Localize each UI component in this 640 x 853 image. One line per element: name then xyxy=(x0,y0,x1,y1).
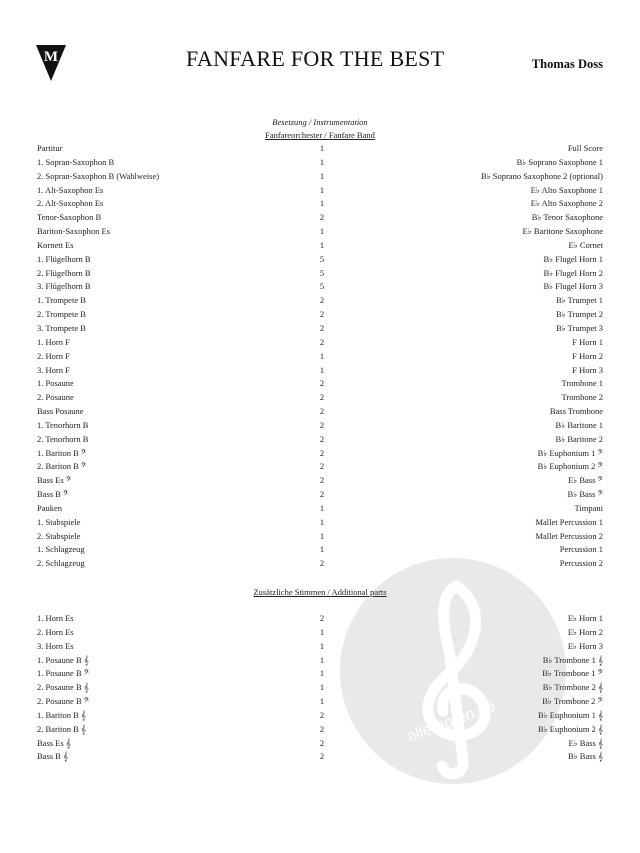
part-name-english: E♭ Horn 3 xyxy=(567,640,603,651)
part-name-german: 1. Sopran-Saxophon B xyxy=(37,156,115,167)
composer-name: Thomas Doss xyxy=(531,57,603,71)
part-name-german: 2. Stabspiele xyxy=(37,530,81,541)
part-row xyxy=(0,211,640,225)
part-count: 2 xyxy=(319,709,325,720)
part-count: 2 xyxy=(319,433,325,444)
part-count: 1 xyxy=(319,640,325,651)
part-count: 5 xyxy=(319,267,325,278)
part-name-german: 1. Alt-Saxophon Es xyxy=(37,184,104,195)
part-name-english: B♭ Tenor Saxophone xyxy=(531,212,603,223)
main-section-heading: Fanfareorchester / Fanfare Band xyxy=(265,130,375,140)
part-name-english: B♭ Trombone 1 𝄢 xyxy=(542,668,603,679)
part-count: 1 xyxy=(319,143,325,153)
part-name-german: 2. Bariton B 𝄢 xyxy=(37,461,87,472)
part-count: 2 xyxy=(319,737,325,748)
part-name-english: E♭ Horn 1 xyxy=(567,613,603,623)
part-name-german: 2. Alt-Saxophon Es xyxy=(37,198,104,209)
part-row xyxy=(0,197,640,211)
part-count: 1 xyxy=(319,682,325,693)
part-row xyxy=(0,474,640,488)
part-count: 1 xyxy=(319,156,325,167)
part-name-english: B♭ Trumpet 3 xyxy=(556,322,603,333)
part-count: 2 xyxy=(319,212,325,223)
part-name-english: E♭ Alto Saxophone 2 xyxy=(530,198,603,209)
part-row xyxy=(0,225,640,239)
part-name-german: Kornett Es xyxy=(37,239,74,250)
part-name-german: 2. Tenorhorn B xyxy=(37,433,89,444)
part-name-german: 3. Horn F xyxy=(37,364,70,375)
part-row xyxy=(0,294,640,308)
part-row xyxy=(0,419,640,433)
part-name-german: 1. Flügelhorn B xyxy=(37,253,91,264)
part-count: 1 xyxy=(319,516,325,527)
part-row xyxy=(0,156,640,170)
part-count: 1 xyxy=(319,239,325,250)
part-count: 2 xyxy=(319,558,325,569)
part-name-german: 1. Posaune xyxy=(37,378,74,389)
publisher-logo-icon xyxy=(36,45,66,81)
part-row xyxy=(0,516,640,530)
part-row xyxy=(0,322,640,336)
additional-section-heading: Zusätzliche Stimmen / Additional parts xyxy=(253,587,387,597)
part-count: 1 xyxy=(319,654,325,665)
part-count: 1 xyxy=(319,198,325,209)
part-count: 2 xyxy=(319,295,325,306)
part-name-english: B♭ Euphonium 1 𝄢 xyxy=(537,447,603,458)
part-name-german: 2. Horn F xyxy=(37,350,70,361)
part-name-english: Trombone 1 xyxy=(561,378,603,389)
part-name-german: 3. Flügelhorn B xyxy=(37,281,91,292)
part-row xyxy=(0,502,640,516)
part-name-english: E♭ Bass 𝄢 xyxy=(568,475,603,486)
svg-text:M: M xyxy=(43,49,59,65)
part-count: 2 xyxy=(319,419,325,430)
part-name-english: B♭ Trumpet 1 xyxy=(556,295,603,306)
main-parts-list xyxy=(0,142,640,571)
part-name-english: F Horn 1 xyxy=(572,336,603,347)
part-name-german: 2. Sopran-Saxophon B (Wahlweise) xyxy=(37,170,160,181)
part-name-english: B♭ Baritone 1 xyxy=(555,419,603,430)
watermark-text: alle-noten.de xyxy=(405,697,498,746)
part-name-german: 1. Horn Es xyxy=(37,613,74,623)
part-count: 1 xyxy=(319,350,325,361)
part-name-german: 1. Stabspiele xyxy=(37,516,81,527)
part-name-german: 1. Tenorhorn B xyxy=(37,419,89,430)
part-row xyxy=(0,336,640,350)
part-name-german: Pauken xyxy=(37,502,63,513)
part-name-english: Mallet Percussion 1 xyxy=(535,516,603,527)
part-row xyxy=(0,433,640,447)
part-name-english: Full Score xyxy=(567,143,603,153)
part-name-english: E♭ Alto Saxophone 1 xyxy=(530,184,603,195)
part-name-english: Percussion 1 xyxy=(559,544,603,555)
part-name-german: 2. Horn Es xyxy=(37,626,74,637)
part-name-german: Bass Posaune xyxy=(37,406,84,417)
part-name-german: 2. Trompete B xyxy=(37,309,86,320)
part-count: 2 xyxy=(319,406,325,417)
part-row xyxy=(0,364,640,378)
part-row xyxy=(0,184,640,198)
part-name-german: 1. Bariton B 𝄢 xyxy=(37,447,87,458)
part-name-english: B♭ Baritone 2 xyxy=(555,433,603,444)
part-row xyxy=(0,447,640,461)
part-name-english: B♭ Soprano Saxophone 2 (optional) xyxy=(480,170,603,181)
part-name-german: 1. Schlagzeug xyxy=(37,544,85,555)
part-count: 1 xyxy=(319,544,325,555)
part-count: 5 xyxy=(319,281,325,292)
part-name-english: Percussion 2 xyxy=(559,558,603,569)
part-row xyxy=(0,405,640,419)
part-name-english: B♭ Euphonium 1 𝄞 xyxy=(538,709,603,720)
part-name-english: Timpani xyxy=(574,502,603,513)
part-name-english: B♭ Soprano Saxophone 1 xyxy=(516,156,603,167)
part-row xyxy=(0,350,640,364)
part-name-german: 1. Bariton B 𝄞 xyxy=(37,709,86,720)
part-name-english: B♭ Flugel Horn 1 xyxy=(543,253,603,264)
part-count: 2 xyxy=(319,392,325,403)
watermark-treble-clef-icon xyxy=(338,556,568,786)
part-count: 2 xyxy=(319,461,325,472)
part-count: 2 xyxy=(319,447,325,458)
part-name-english: E♭ Bass 𝄞 xyxy=(568,737,603,748)
part-name-english: E♭ Cornet xyxy=(568,239,603,250)
part-name-german: Bass Es 𝄞 xyxy=(37,737,71,748)
part-count: 1 xyxy=(319,626,325,637)
part-name-german: 2. Flügelhorn B xyxy=(37,267,91,278)
part-name-english: F Horn 3 xyxy=(572,364,603,375)
part-count: 2 xyxy=(319,309,325,320)
part-count: 2 xyxy=(319,322,325,333)
part-count: 1 xyxy=(319,364,325,375)
part-count: 5 xyxy=(319,253,325,264)
part-name-english: B♭ Flugel Horn 3 xyxy=(543,281,603,292)
part-count: 1 xyxy=(319,184,325,195)
part-name-german: Bariton-Saxophon Es xyxy=(37,226,110,237)
part-name-german: 1. Trompete B xyxy=(37,295,86,306)
part-name-german: Tenor-Saxophon B xyxy=(37,212,102,223)
part-name-german: 1. Posaune B 𝄞 xyxy=(37,654,89,665)
part-name-german: Bass Es 𝄢 xyxy=(37,475,72,486)
part-name-english: E♭ Baritone Saxophone xyxy=(522,226,603,237)
part-name-german: 3. Horn Es xyxy=(37,640,74,651)
part-name-english: B♭ Euphonium 2 𝄢 xyxy=(537,461,603,472)
part-name-english: B♭ Euphonium 2 𝄞 xyxy=(538,723,603,734)
part-count: 1 xyxy=(319,226,325,237)
part-count: 2 xyxy=(319,751,325,762)
part-name-english: B♭ Trombone 1 𝄞 xyxy=(542,654,603,665)
part-count: 2 xyxy=(319,489,325,500)
part-count: 2 xyxy=(319,475,325,486)
part-name-german: Bass B 𝄞 xyxy=(37,751,69,762)
part-row xyxy=(0,488,640,502)
part-count: 2 xyxy=(319,378,325,389)
part-count: 2 xyxy=(319,613,325,623)
part-name-english: Mallet Percussion 2 xyxy=(535,530,603,541)
part-name-german: Bass B 𝄢 xyxy=(37,489,69,500)
part-name-german: 2. Posaune xyxy=(37,392,74,403)
part-name-english: Trombone 2 xyxy=(561,392,603,403)
part-count: 2 xyxy=(319,723,325,734)
part-name-english: F Horn 2 xyxy=(572,350,603,361)
part-name-english: B♭ Trombone 2 𝄢 xyxy=(542,696,603,707)
part-name-german: 2. Posaune B 𝄢 xyxy=(37,696,90,707)
part-row xyxy=(0,170,640,184)
part-count: 1 xyxy=(319,530,325,541)
part-row xyxy=(0,460,640,474)
part-name-german: 2. Schlagzeug xyxy=(37,558,85,569)
part-name-english: B♭ Bass 𝄢 xyxy=(567,489,603,500)
piece-title: FANFARE FOR THE BEST xyxy=(186,46,445,71)
part-name-german: 2. Bariton B 𝄞 xyxy=(37,723,86,734)
part-row xyxy=(0,267,640,281)
part-count: 1 xyxy=(319,170,325,181)
part-name-english: Bass Trombone xyxy=(549,406,603,417)
part-row xyxy=(0,239,640,253)
part-row xyxy=(0,391,640,405)
part-name-english: B♭ Trumpet 2 xyxy=(556,309,603,320)
part-row xyxy=(0,142,640,156)
part-row xyxy=(0,377,640,391)
part-row xyxy=(0,530,640,544)
part-count: 1 xyxy=(319,668,325,679)
part-row xyxy=(0,280,640,294)
part-name-english: B♭ Flugel Horn 2 xyxy=(543,267,603,278)
part-name-german: 3. Trompete B xyxy=(37,322,86,333)
part-name-english: B♭ Trombone 2 𝄞 xyxy=(542,682,603,693)
part-count: 1 xyxy=(319,696,325,707)
part-count: 1 xyxy=(319,502,325,513)
part-row xyxy=(0,308,640,322)
part-name-german: 2. Posaune B 𝄞 xyxy=(37,682,89,693)
part-row xyxy=(0,253,640,267)
instrumentation-label: Besetzung / Instrumentation xyxy=(272,117,368,127)
part-name-german: 1. Posaune B 𝄢 xyxy=(37,668,90,679)
part-name-english: E♭ Horn 2 xyxy=(567,626,603,637)
part-count: 2 xyxy=(319,336,325,347)
part-name-german: 1. Horn F xyxy=(37,336,70,347)
part-name-german: Partitur xyxy=(37,143,63,153)
part-name-english: B♭ Bass 𝄞 xyxy=(567,751,603,762)
